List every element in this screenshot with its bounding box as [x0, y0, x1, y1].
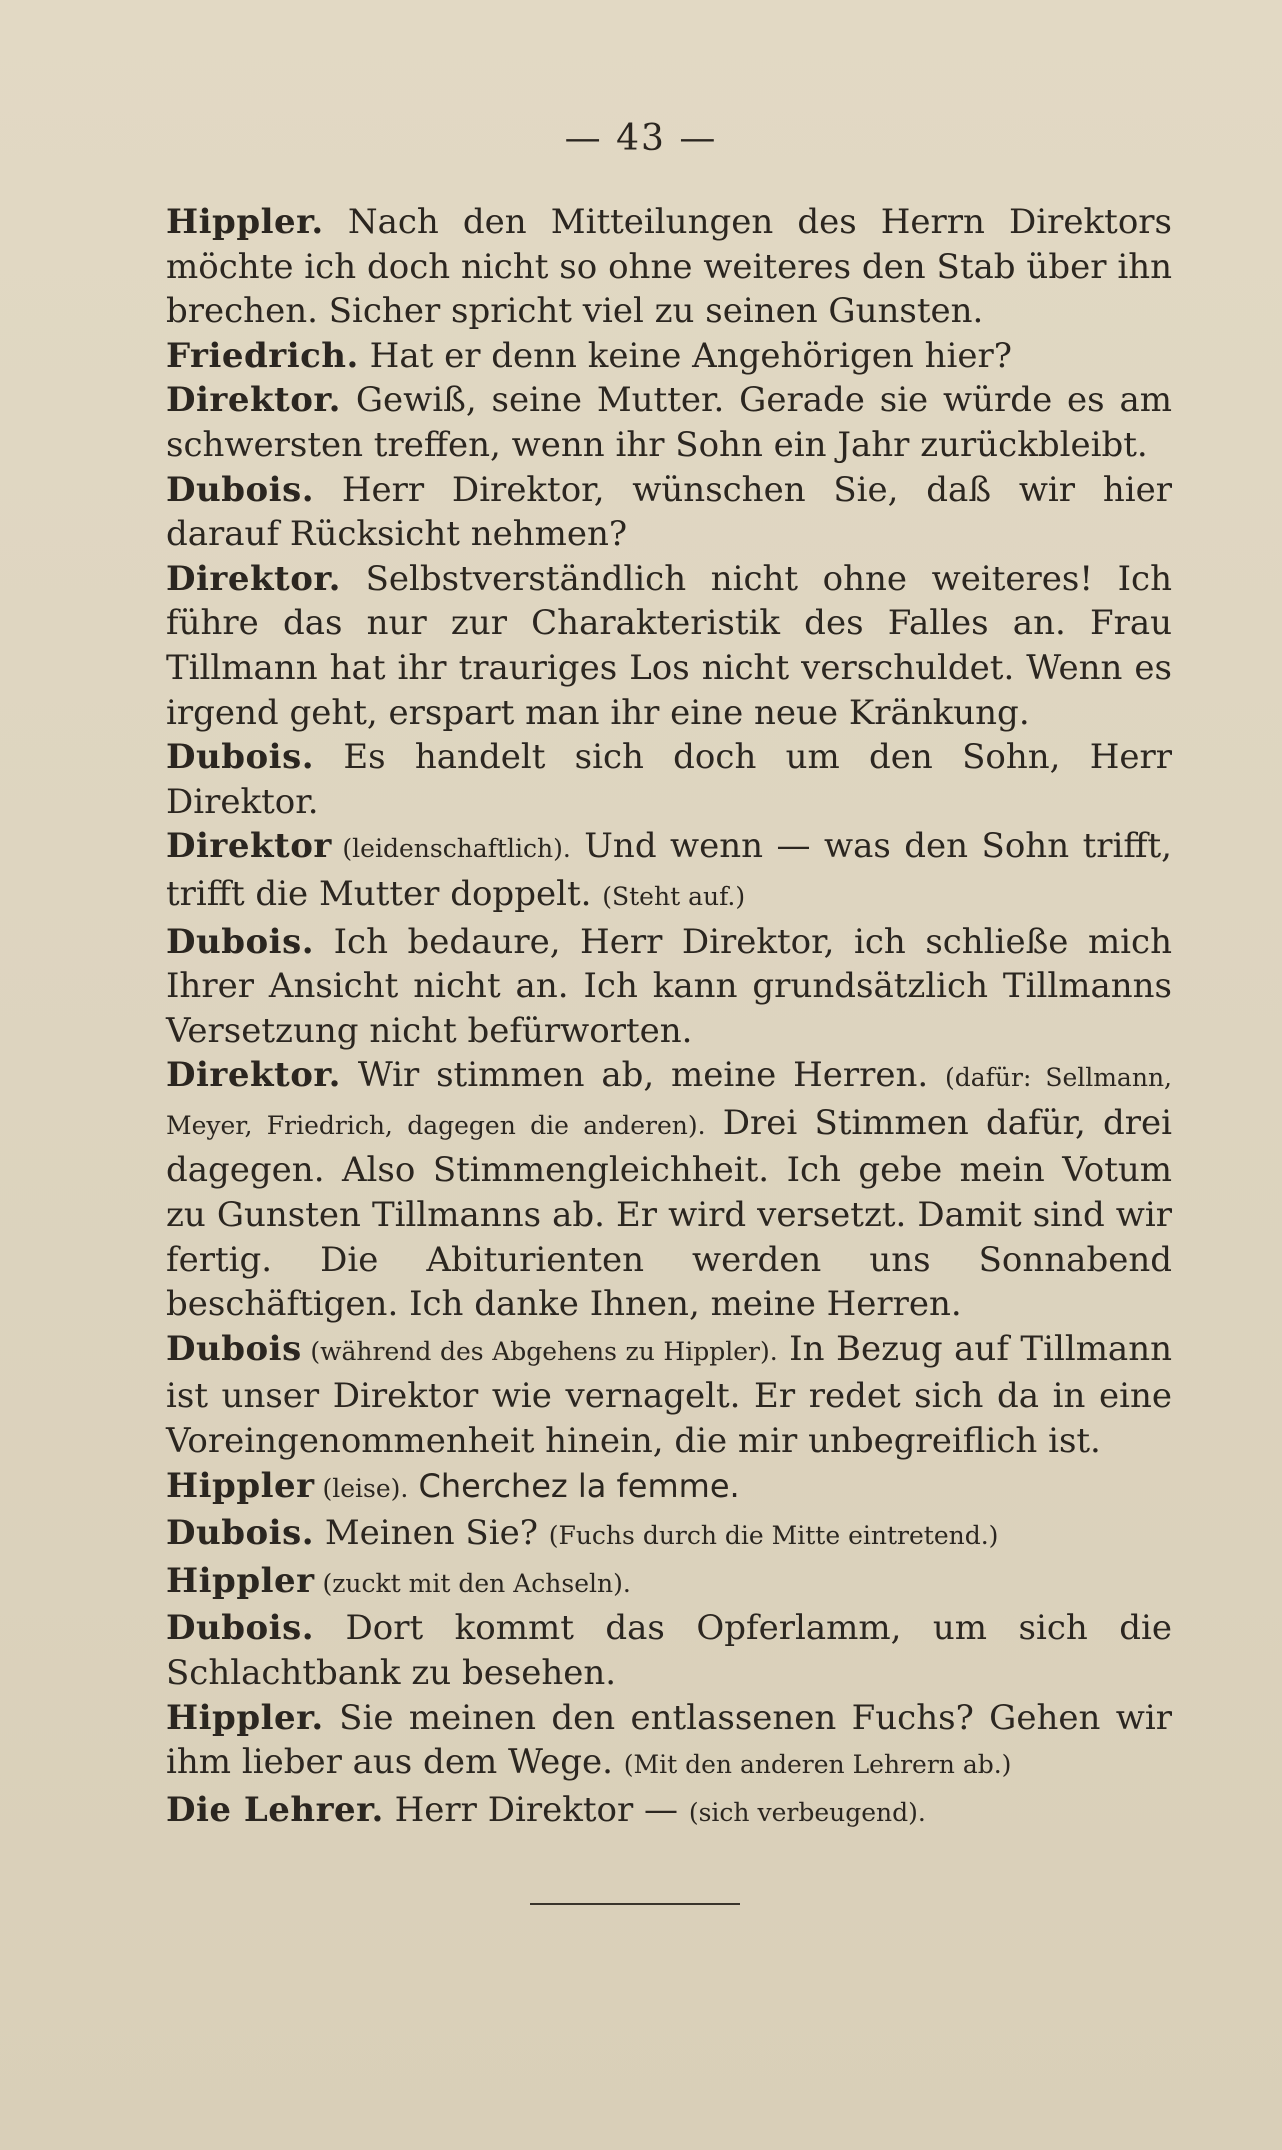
- speaker-name: Hippler: [166, 1560, 315, 1601]
- dialogue-line: [100, 1559, 1172, 1607]
- dialogue-line: [100, 735, 1172, 824]
- page-number: — 43 —: [564, 118, 718, 159]
- speaker-name: Friedrich.: [166, 335, 359, 376]
- speech: Wir stimmen ab, meine Herren.: [341, 1055, 945, 1096]
- stage-direction: (dafür: Sellmann, Meyer, Friedrich, dagegen die anderen).: [166, 1063, 1172, 1140]
- stage-direction: (zuckt mit den Achseln).: [314, 1568, 631, 1598]
- dialogue-line: [100, 378, 1172, 467]
- dialogue-line: [100, 824, 1172, 919]
- speech: Hat er denn keine Angehörigen hier?: [358, 335, 1012, 376]
- speaker-name: Direktor.: [166, 1055, 342, 1096]
- speaker-name: Dubois.: [166, 469, 315, 510]
- speaker-name: Direktor.: [166, 380, 342, 421]
- dialogue-line: [100, 1464, 1172, 1512]
- speech: Es handelt sich doch um den Sohn, Herr Direktor.: [166, 737, 1172, 822]
- stage-direction: (leidenschaftlich).: [331, 834, 571, 864]
- dialogue-line: [100, 1053, 1172, 1327]
- speech: Nach den Mitteilungen des Herrn Direktors möchte ich doch nicht so ohne weiteres den Stab über ihn brechen. Sicher spricht viel zu seinen Gunsten.: [166, 202, 1172, 332]
- speech: Herr Direktor —: [383, 1789, 689, 1830]
- closing-rule: [530, 1903, 740, 1905]
- speaker-name: Die Lehrer.: [166, 1789, 384, 1830]
- stage-direction: (sich verbeugend).: [688, 1797, 926, 1827]
- stage-direction: (Steht auf.): [602, 881, 746, 911]
- speaker-name: Hippler: [166, 1465, 315, 1506]
- stage-direction: (während des Abgehens zu Hippler).: [301, 1336, 778, 1366]
- dialogue-line: [100, 1511, 1172, 1559]
- dialogue-line: [100, 1606, 1172, 1695]
- dialogue-line: [100, 1788, 1172, 1836]
- speaker-name: Dubois.: [166, 1608, 315, 1649]
- speech: Dort kommt das Opferlamm, um sich die Schlachtbank zu besehen.: [166, 1608, 1172, 1693]
- speech: Herr Direktor, wünschen Sie, daß wir hier darauf Rücksicht nehmen?: [166, 469, 1172, 555]
- speech: Selbstverständlich nicht ohne weiteres! Ich führe das nur zur Charakteristik des Falles an. Frau Tillmann hat ihr trauriges Los nicht verschuldet. Wenn es irgend geht, erspart man ihr eine neue Kränkung.: [166, 558, 1172, 733]
- speech-french: Cherchez la femme.: [408, 1466, 740, 1505]
- speech: Sie meinen den entlassenen Fuchs? Gehen wir ihm lieber aus dem Wege.: [166, 1697, 1172, 1783]
- dialogue-line: [100, 334, 1172, 379]
- speaker-name: Direktor: [166, 826, 332, 867]
- dialogue-line: [100, 468, 1172, 557]
- dialogue-line: [100, 1696, 1172, 1788]
- stage-direction: (leise).: [314, 1473, 409, 1503]
- speech: Und wenn — was den Sohn trifft, trifft die Mutter doppelt.: [166, 826, 1172, 914]
- speaker-name: Dubois.: [166, 921, 315, 962]
- speaker-name: Direktor.: [166, 558, 342, 599]
- dialogue-text: [100, 200, 1172, 1835]
- speaker-name: Hippler.: [166, 202, 324, 242]
- dialogue-line: [100, 920, 1172, 1054]
- speaker-name: Dubois: [166, 1328, 302, 1369]
- speech: In Bezug auf Tillmann ist unser Direktor wie vernagelt. Er redet sich da in eine Voreingenommenheit hinein, die mir unbegreiflich ist.: [166, 1328, 1172, 1462]
- speech: Gewiß, seine Mutter. Gerade sie würde es am schwersten treffen, wenn ihr Sohn ein Jahr zurückbleibt.: [166, 380, 1172, 465]
- speaker-name: Dubois.: [166, 1513, 315, 1554]
- dialogue-line: [100, 557, 1172, 735]
- speaker-name: Dubois.: [166, 737, 315, 778]
- speaker-name: Hippler.: [166, 1697, 324, 1738]
- speech: Ich bedaure, Herr Direktor, ich schließe mich Ihrer Ansicht nicht an. Ich kann grundsätzlich Tillmanns Versetzung nicht befürworten.: [166, 921, 1172, 1051]
- stage-direction: (Mit den anderen Lehrern ab.): [623, 1750, 1012, 1780]
- dialogue-line: [100, 1327, 1172, 1464]
- speech: Meinen Sie?: [314, 1513, 549, 1554]
- dialogue-line: [100, 200, 1172, 334]
- stage-direction: (Fuchs durch die Mitte eintretend.): [548, 1521, 999, 1551]
- speech: Drei Stimmen dafür, drei dagegen. Also Stimmengleichheit. Ich gebe mein Votum zu Gunsten Tillmanns ab. Er wird versetzt. Damit sind wir fertig. Die Abiturienten werden uns Sonnabend beschäftigen. Ich danke Ihnen, meine Herren.: [166, 1102, 1173, 1325]
